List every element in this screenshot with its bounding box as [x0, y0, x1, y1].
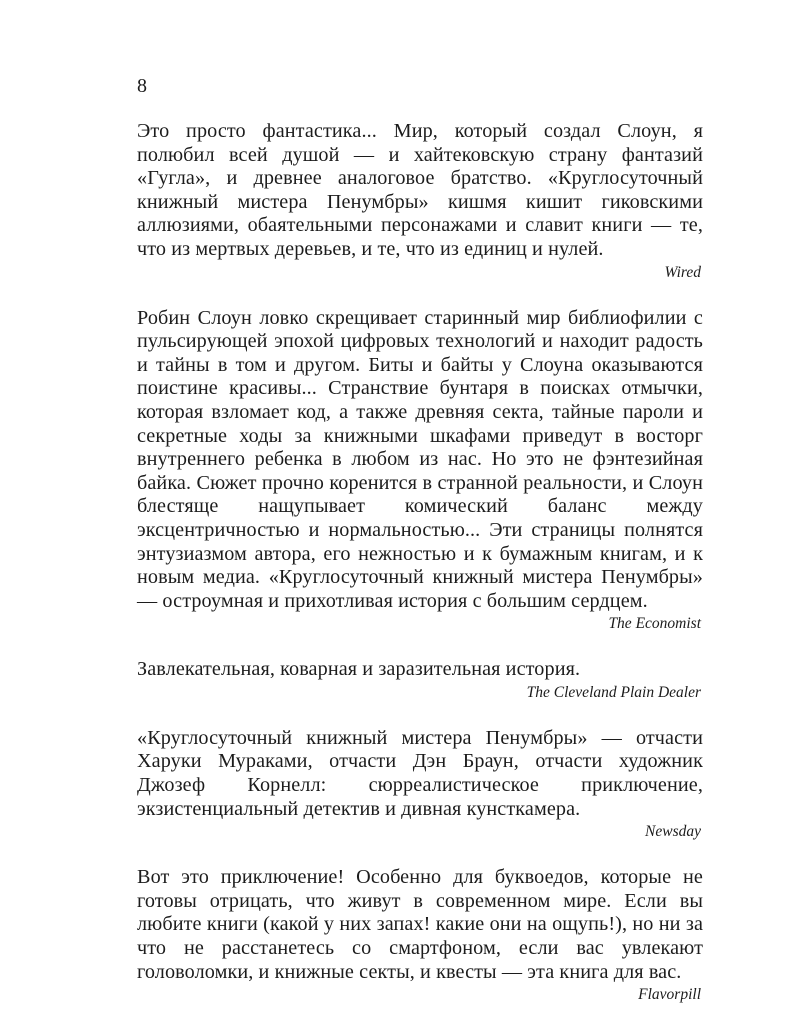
review-block: [137, 658, 703, 703]
review-block: [137, 727, 703, 842]
page-number: 8: [137, 75, 147, 97]
review-text: Вот это приключение! Особенно для буквоедов, которые не готовы отрицать, что живут в современном мире. Если вы любите книги (какой у них запах! какие они на ощупь!), но ни за что не расстанетесь со смартфоном, если вас увлекают головоломки, и книжные секты, и квесты — эта книга для вас.: [137, 866, 703, 983]
review-source: Wired: [664, 263, 701, 281]
review-block: [137, 866, 703, 1005]
review-block: [137, 307, 703, 635]
review-text: Это просто фантастика... Мир, который создал Слоун, я полюбил всей душой — и хайтековскую страну фантазий «Гугла», и древнее аналоговое братство. «Круглосуточный книжный мистера Пенумбры» кишмя кишит гиковскими аллюзиями, обаятельными персонажами и славит книги — те, что из мертвых деревьев, и те, что из единиц и нулей.: [137, 120, 703, 260]
review-text: «Круглосуточный книжный мистера Пенумбры» — отчасти Харуки Мураками, отчасти Дэн Браун, отчасти художник Джозеф Корнелл: сюрреалистическое приключение, экзистенциальный детектив и дивная кунсткамера.: [137, 726, 703, 820]
review-source: The Cleveland Plain Dealer: [526, 683, 701, 701]
review-text: Завлекательная, коварная и заразительная история.: [137, 658, 581, 681]
review-source: Flavorpill: [638, 986, 701, 1004]
review-source: The Economist: [608, 615, 701, 633]
book-page: [137, 74, 703, 1029]
review-text: Робин Слоун ловко скрещивает старинный мир библиофилии с пульсирующей эпохой цифровых технологий и находит радость и тайны в том и другом. Биты и байты у Слоуна оказываются поистине красивы... Странствие бунтаря в поисках отмычки, которая взломает код, а также древняя секта, тайные пароли и секретные ходы за книжными шкафами приведут в восторг внутреннего ребенка в любом из нас. Но это не фэнтезийная байка. Сюжет прочно коренится в странной реальности, и Слоун блестяще нащупывает комический баланс между эксцентричностью и нормальностью... Эти страницы полнятся энтузиазмом автора, его нежностью и к бумажным книгам, и к новым медиа. «Круглосуточный книжный мистера Пенумбры» — остроумная и прихотливая история с большим сердцем.: [137, 306, 703, 612]
review-block: [137, 120, 703, 283]
review-source: Newsday: [645, 823, 701, 841]
